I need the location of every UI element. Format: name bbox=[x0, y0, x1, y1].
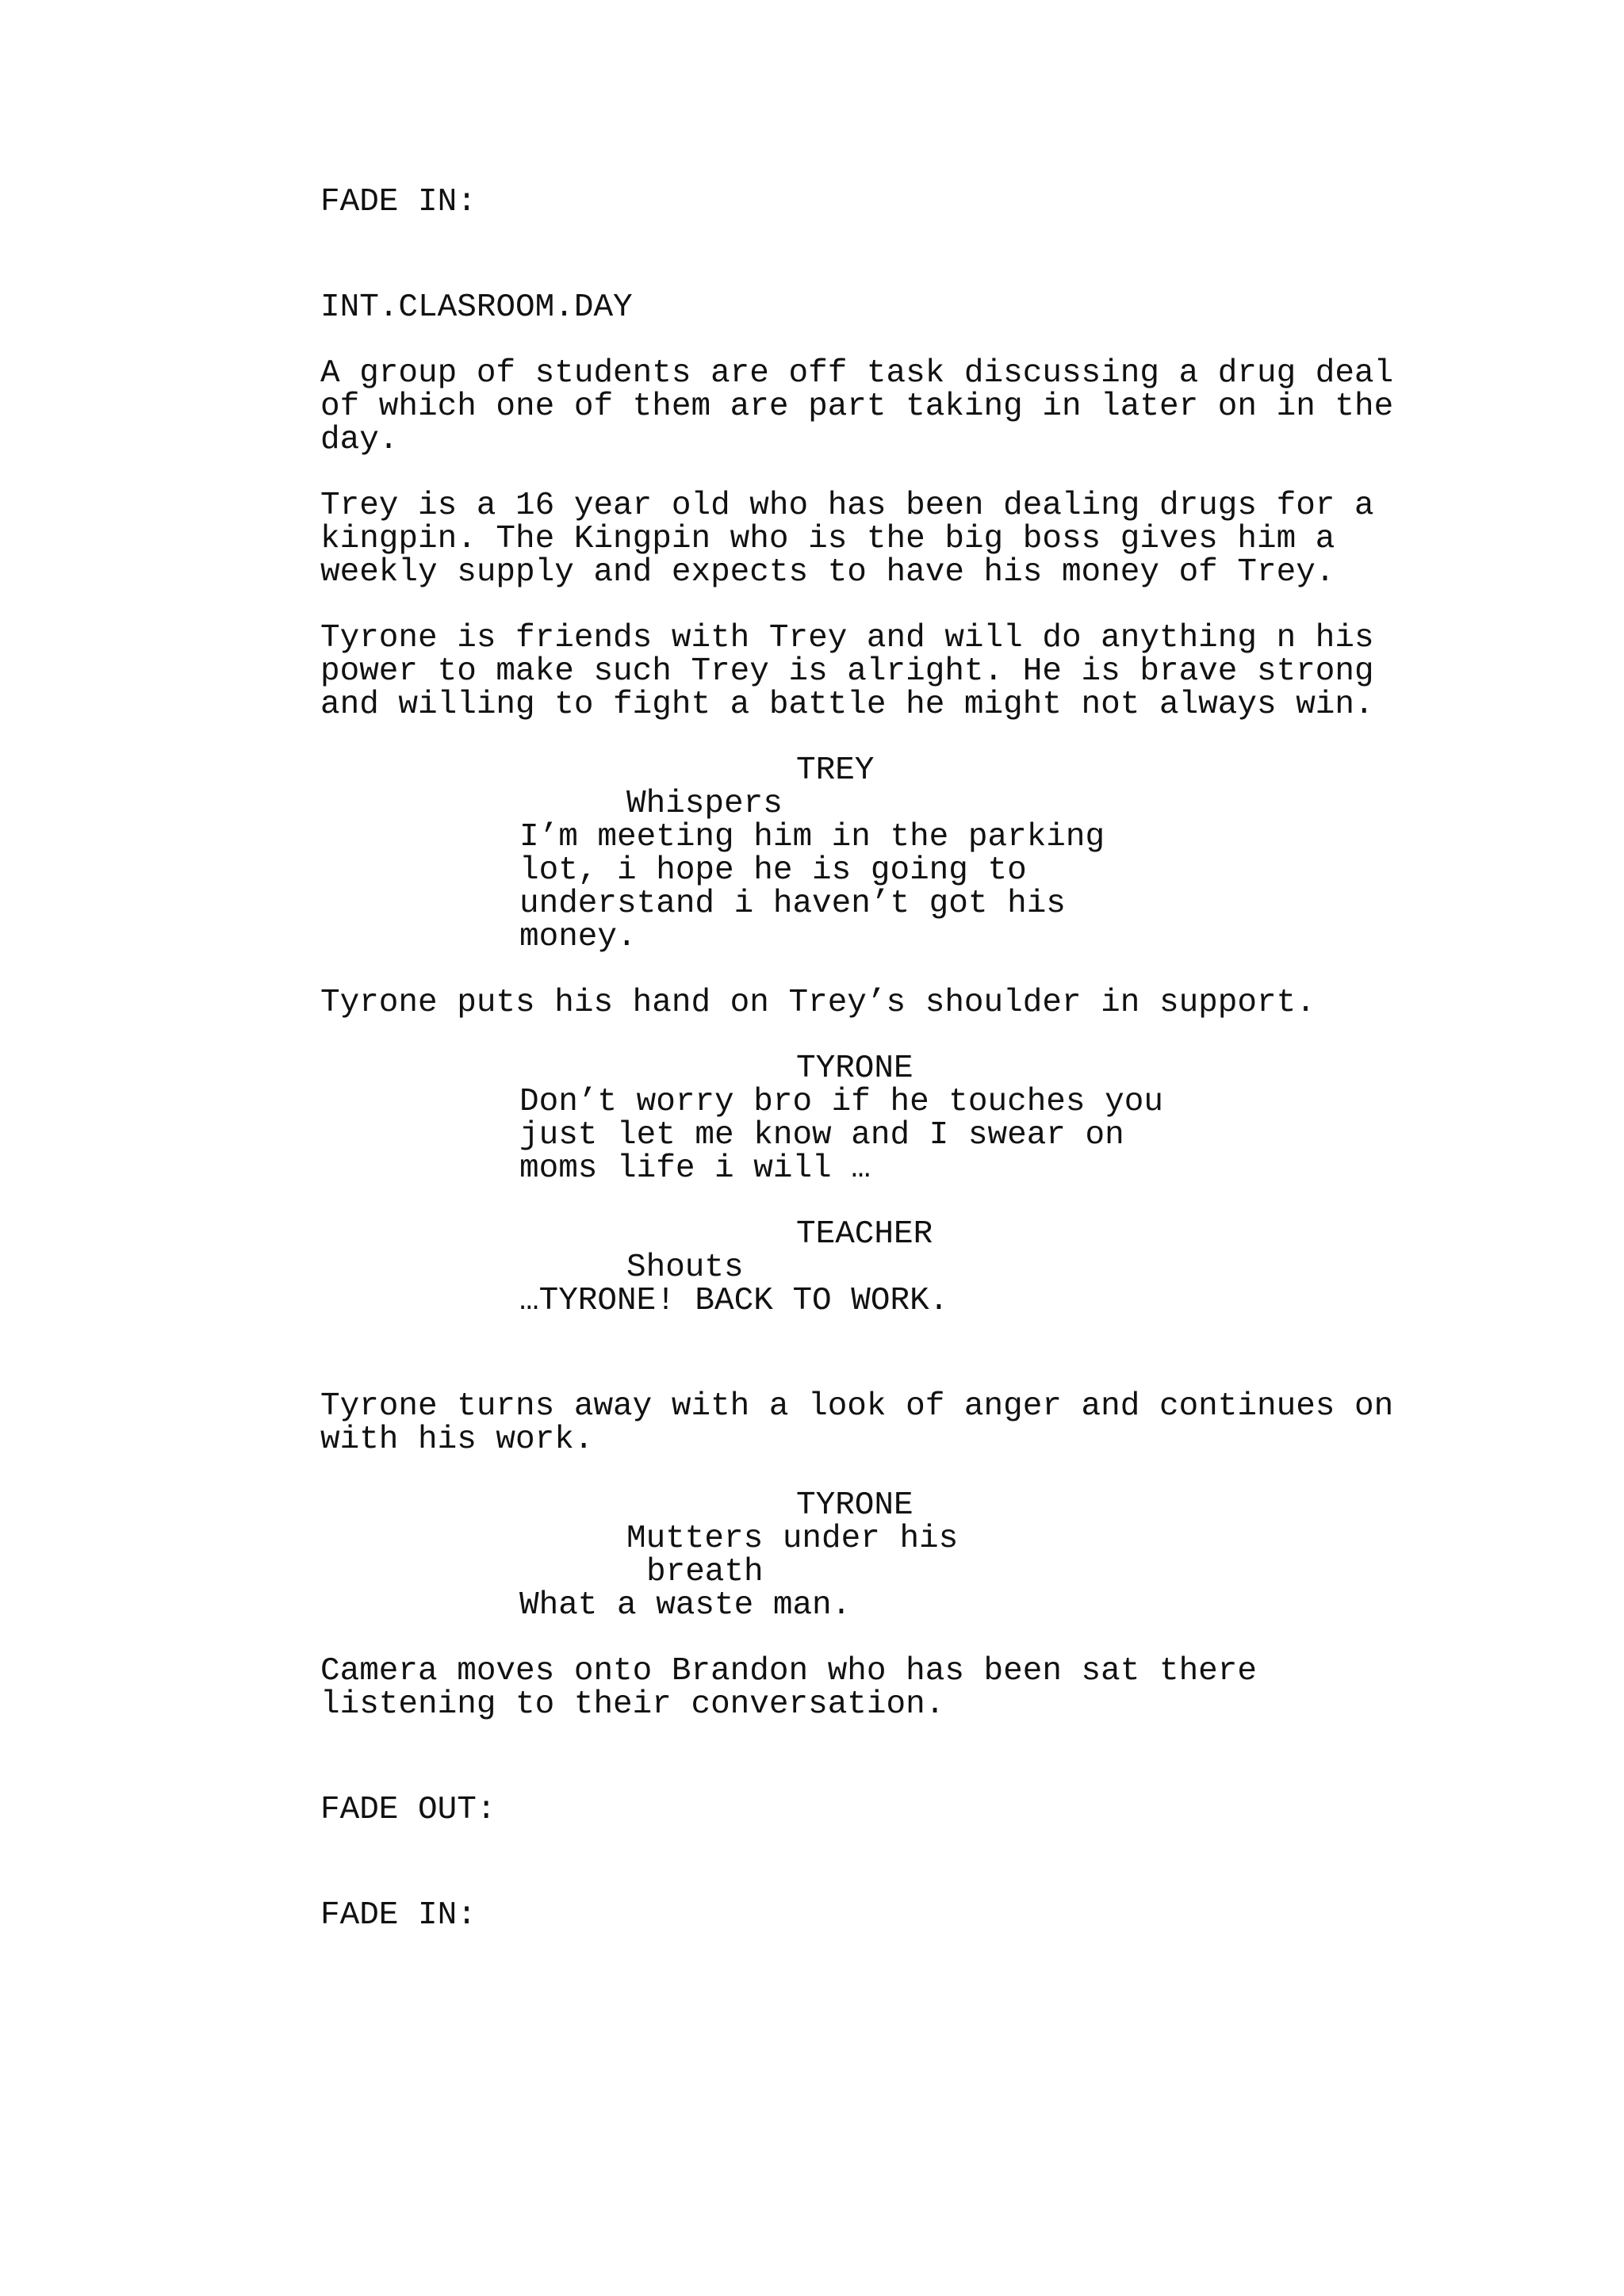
dialogue-line: What a waste man. bbox=[519, 1587, 852, 1624]
character-name: TEACHER bbox=[796, 1216, 933, 1253]
dialogue-line: Don’t worry bro if he touches you bbox=[519, 1084, 1163, 1120]
action-line: of which one of them are part taking in later on in the bbox=[320, 388, 1394, 425]
action-line: weekly supply and expects to have his money of Trey. bbox=[320, 554, 1335, 591]
transition-fade-in: FADE IN: bbox=[320, 1897, 477, 1934]
action-line: and willing to fight a battle he might not always win. bbox=[320, 687, 1374, 723]
action-line: kingpin. The Kingpin who is the big boss gives him a bbox=[320, 521, 1335, 557]
dialogue-line: lot, i hope he is going to bbox=[519, 852, 1027, 889]
parenthetical: breath bbox=[646, 1554, 764, 1590]
action-line: Tyrone puts his hand on Trey’s shoulder in support. bbox=[320, 985, 1316, 1021]
dialogue-line: money. bbox=[519, 919, 637, 955]
action-line: Tyrone is friends with Trey and will do anything n his bbox=[320, 620, 1374, 656]
action-line: Camera moves onto Brandon who has been sat there bbox=[320, 1653, 1257, 1689]
transition-fade-out: FADE OUT: bbox=[320, 1792, 496, 1828]
transition-fade-in: FADE IN: bbox=[320, 184, 477, 220]
character-name: TYRONE bbox=[796, 1050, 914, 1087]
dialogue-line: just let me know and I swear on bbox=[519, 1117, 1124, 1154]
action-line: listening to their conversation. bbox=[320, 1686, 945, 1723]
action-line: with his work. bbox=[320, 1422, 594, 1458]
character-name: TYRONE bbox=[796, 1487, 914, 1524]
scene-heading: INT.CLASROOM.DAY bbox=[320, 289, 633, 326]
parenthetical: Whispers bbox=[626, 786, 783, 822]
dialogue-line: moms life i will … bbox=[519, 1150, 871, 1187]
action-line: A group of students are off task discussing a drug deal bbox=[320, 355, 1394, 392]
dialogue-line: I’m meeting him in the parking bbox=[519, 819, 1105, 855]
parenthetical: Shouts bbox=[626, 1249, 744, 1286]
dialogue-line: understand i haven’t got his bbox=[519, 886, 1066, 922]
parenthetical: Mutters under his bbox=[626, 1521, 959, 1557]
dialogue-line: …TYRONE! BACK TO WORK. bbox=[519, 1283, 949, 1319]
action-line: Tyrone turns away with a look of anger and continues on bbox=[320, 1388, 1394, 1425]
character-name: TREY bbox=[796, 752, 875, 789]
action-line: Trey is a 16 year old who has been dealing drugs for a bbox=[320, 488, 1374, 524]
action-line: power to make such Trey is alright. He is brave strong bbox=[320, 653, 1374, 690]
action-line: day. bbox=[320, 422, 399, 458]
